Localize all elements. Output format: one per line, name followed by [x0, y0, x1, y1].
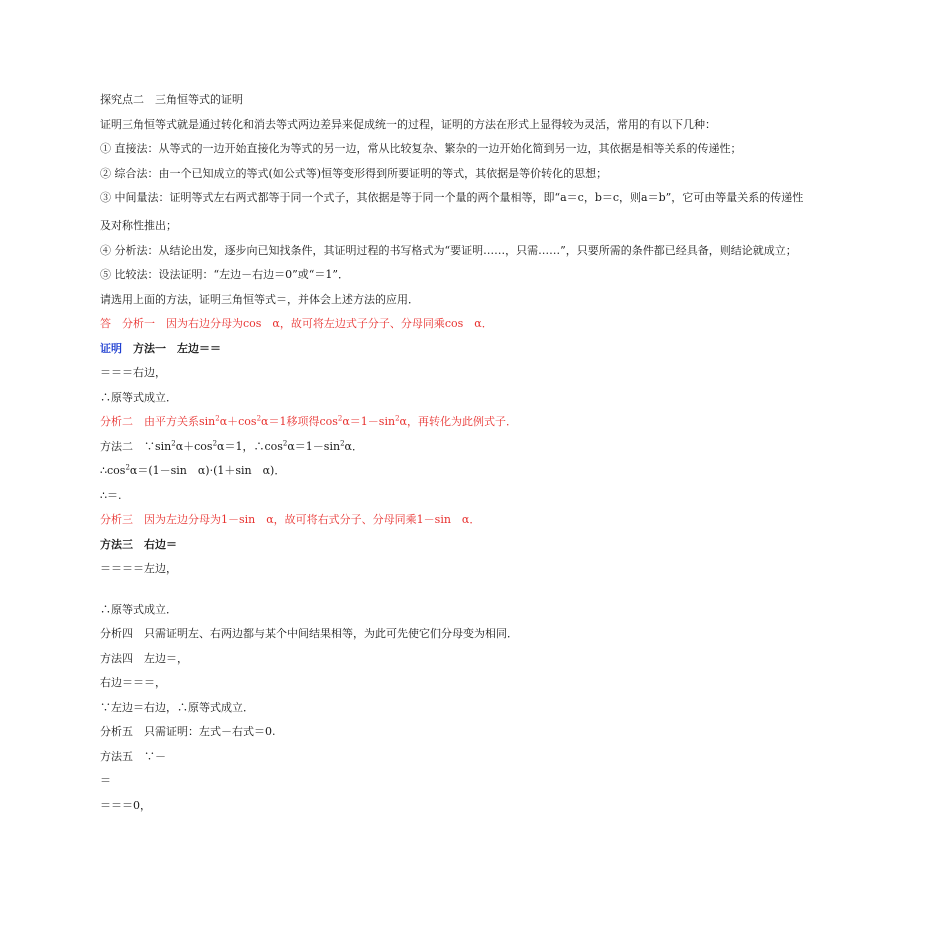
method-intermediate-cont: 及对称性推出；	[100, 219, 177, 232]
method-four-left: 方法四 左边＝，	[100, 651, 188, 665]
method-five-line-2: ＝	[100, 774, 111, 787]
step-right-side: ＝＝＝右边，	[100, 366, 166, 379]
method-direct: ① 直接法：从等式的一边开始直接化为等式的另一边，常从比较复杂、繁杂的一边开始化简到另一边，其依据是相等关系的传递性；	[100, 142, 742, 155]
proof-label: 证明	[100, 341, 122, 355]
method-comparison: ⑤ 比较法：设法证明：“左边－右边＝0”或“＝1”．	[100, 268, 349, 281]
question: 请选用上面的方法，证明三角恒等式＝，并体会上述方法的应用．	[100, 292, 419, 306]
method-two-line: 方法二 $\because\sin^2\alpha+\cos^2\alpha=1$，$\therefore\cos^2\alpha=1-\sin^2\alpha$．	[100, 438, 363, 453]
analysis-one-text: 分析一 因为右边分母为cos α，故可将左边式子分子、分母同乘cos α．	[111, 317, 493, 330]
answer-label: 答	[100, 317, 111, 330]
method-two-line-3: ∴＝.	[100, 488, 122, 502]
analysis-three: 分析三 因为左边分母为1－sin α，故可将右式分子、分母同乘1－sin α．	[100, 513, 481, 526]
method-intermediate: ③ 中间量法：证明等式左右两式都等于同一个式子，其依据是等于同一个量的两个量相等，即“a＝c，b＝c，则a＝b”，它可由等量关系的传递性	[100, 191, 804, 204]
method-five-line-3: ＝＝＝0，	[100, 798, 151, 812]
intro-paragraph: 证明三角恒等式就是通过转化和消去等式两边差异来促成统一的过程，证明的方法在形式上显得较为灵活，常用的有以下几种：	[100, 117, 716, 131]
conclusion-one: ∴原等式成立．	[100, 390, 177, 404]
spacer	[100, 582, 860, 598]
method-one-text: 方法一 左边＝＝	[122, 341, 221, 355]
method-four-conclusion: ∵左边＝右边，∴原等式成立．	[100, 700, 254, 714]
step-left-side: ＝＝＝＝左边，	[100, 562, 177, 575]
method-two-line-2: $\therefore\cos^2\alpha=(1-\sin$ α)·(1＋sin α)．	[100, 463, 286, 477]
section-title: 探究点二 三角恒等式的证明	[100, 93, 243, 106]
method-four-right: 右边＝＝＝，	[100, 676, 166, 689]
method-five-line-1: 方法五 ∵－	[100, 749, 166, 763]
method-analysis: ④ 分析法：从结论出发，逐步向已知找条件，其证明过程的书写格式为“要证明……，只需……”，只要所需的条件都已经具备，则结论就成立；	[100, 243, 797, 257]
analysis-two: 分析二 由平方关系$\sin^2\alpha+\cos^2\alpha=1$移项得$\cos^2\alpha=1-\sin^2\alpha$，再转化为此例式子．	[100, 414, 517, 428]
conclusion-two: ∴原等式成立．	[100, 602, 177, 616]
analysis-five: 分析五 只需证明：左式－右式＝0.	[100, 725, 276, 738]
method-synthetic: ② 综合法：由一个已知成立的等式(如公式等)恒等变形得到所要证明的等式，其依据是等价转化的思想；	[100, 166, 608, 180]
analysis-one	[100, 312, 860, 337]
document-body	[100, 88, 860, 818]
method-three: 方法三 右边＝	[100, 537, 177, 551]
analysis-four: 分析四 只需证明左、右两边都与某个中间结果相等，为此可先使它们分母变为相同．	[100, 627, 518, 640]
proof-method-one	[100, 337, 860, 362]
